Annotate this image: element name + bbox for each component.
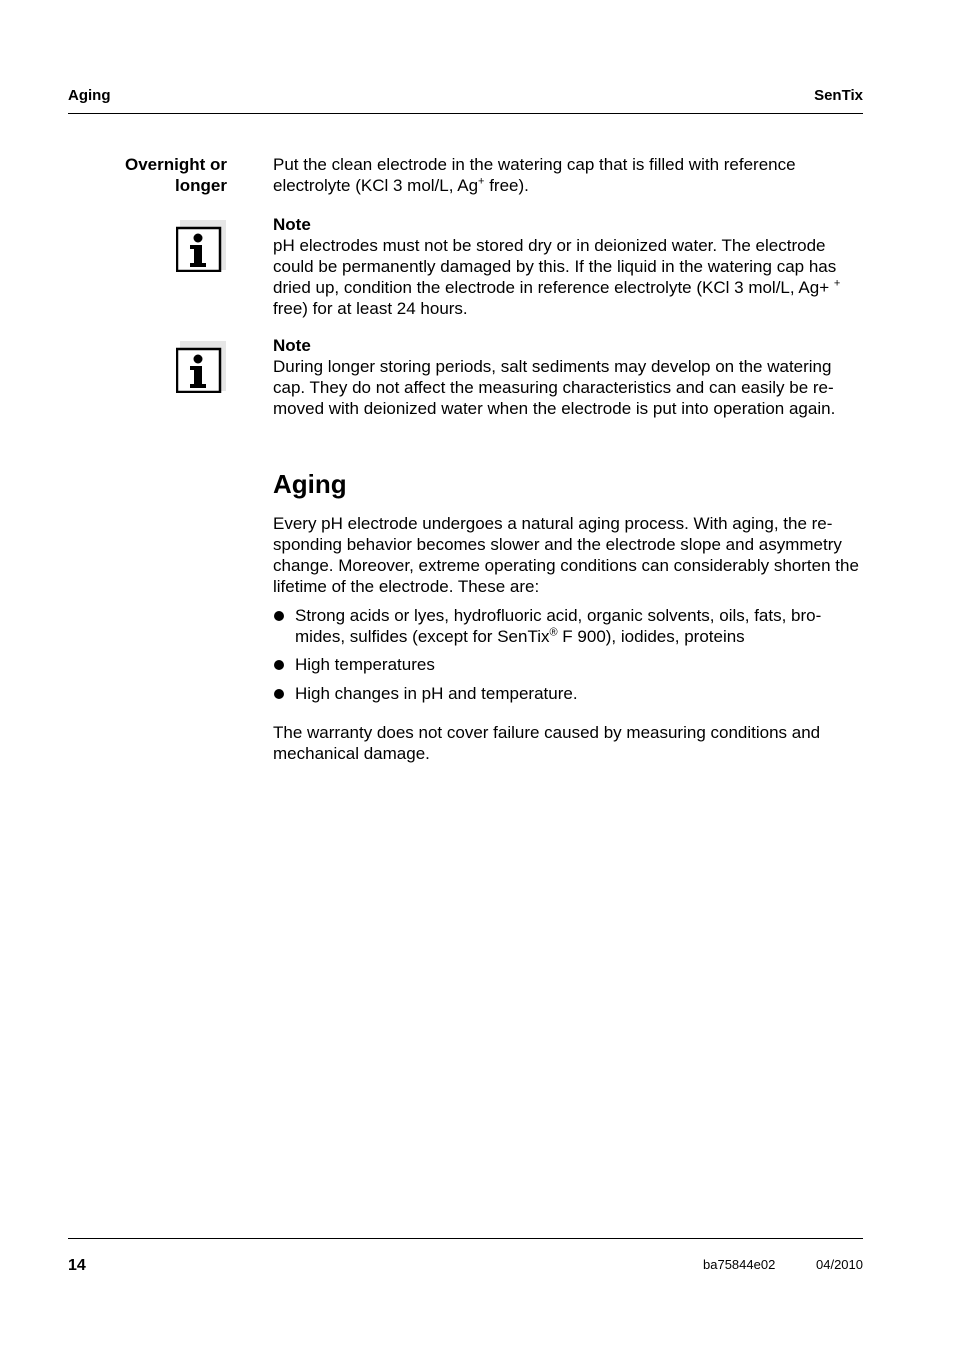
footer-rule [68, 1238, 863, 1239]
bullet-dot [274, 660, 284, 670]
note1-text-sup: + [833, 277, 841, 290]
bullet1-text: Strong acids or lyes, hydrofluoric acid, organic solvents, oils, fats, bro-mides, sulfides (except for SenTix [295, 606, 822, 646]
note1-text [273, 235, 863, 319]
bullet-dot [274, 689, 284, 699]
page-number: 14 [68, 1257, 86, 1274]
list-item [273, 654, 863, 675]
list-item [273, 683, 863, 704]
overnight-text [273, 154, 833, 196]
note1 [273, 214, 863, 319]
bullet1-text-end: F 900), iodides, proteins [557, 627, 745, 646]
aging-intro: Every pH electrode undergoes a natural aging process. With aging, the re-sponding behavior becomes slower and the electrode slope and asymmetry change. Moreover, extreme operating conditions can considerably shorten the lifetime of the electrode. These are: [273, 514, 859, 596]
aging-factor-list [273, 605, 863, 704]
document-id: ba75844e02 [703, 1257, 776, 1272]
document-date: 04/2010 [816, 1257, 863, 1272]
info-icon [176, 341, 226, 393]
header-left-title: Aging [68, 87, 111, 104]
warranty-text: The warranty does not cover failure caused by measuring conditions and mechanical damage. [273, 723, 821, 763]
bullet2-text: High temperatures [295, 655, 435, 674]
header-right-title: SenTix [814, 87, 863, 104]
note2-title: Note [273, 336, 311, 355]
side-label-line1: Overnight or [124, 155, 227, 174]
note2-text: During longer storing periods, salt sediments may develop on the watering cap. They do not affect the measuring characteristics and can easily be re-moved with deionized water when the electrode is put into operation again. [273, 357, 836, 418]
side-label-line2: longer [175, 176, 227, 195]
side-label-overnight [125, 154, 227, 196]
bullet3-text: High changes in pH and temperature. [295, 684, 578, 703]
header-rule [68, 113, 863, 114]
info-icon [176, 220, 226, 272]
bullet-dot [274, 611, 284, 621]
note1-title: Note [273, 215, 311, 234]
note2 [273, 335, 863, 419]
note1-text-end: free) for at least 24 hours. [273, 299, 468, 318]
aging-heading: Aging [273, 469, 347, 499]
bullet1-sup: ® [549, 626, 558, 639]
overnight-text-main: Put the clean electrode in the watering cap that is filled with reference electrolyte (KCl 3 mol/L, Ag [273, 155, 796, 195]
note1-text-main: pH electrodes must not be stored dry or in deionized water. The electrode could be permanently damaged by this. If the liquid in the watering cap has dried up, condition the electrode in reference electrolyte (KCl 3 mol/L, Ag+ [273, 236, 837, 297]
overnight-text-end: free). [484, 176, 529, 195]
list-item [273, 605, 863, 647]
overnight-text-sup: + [478, 175, 485, 188]
